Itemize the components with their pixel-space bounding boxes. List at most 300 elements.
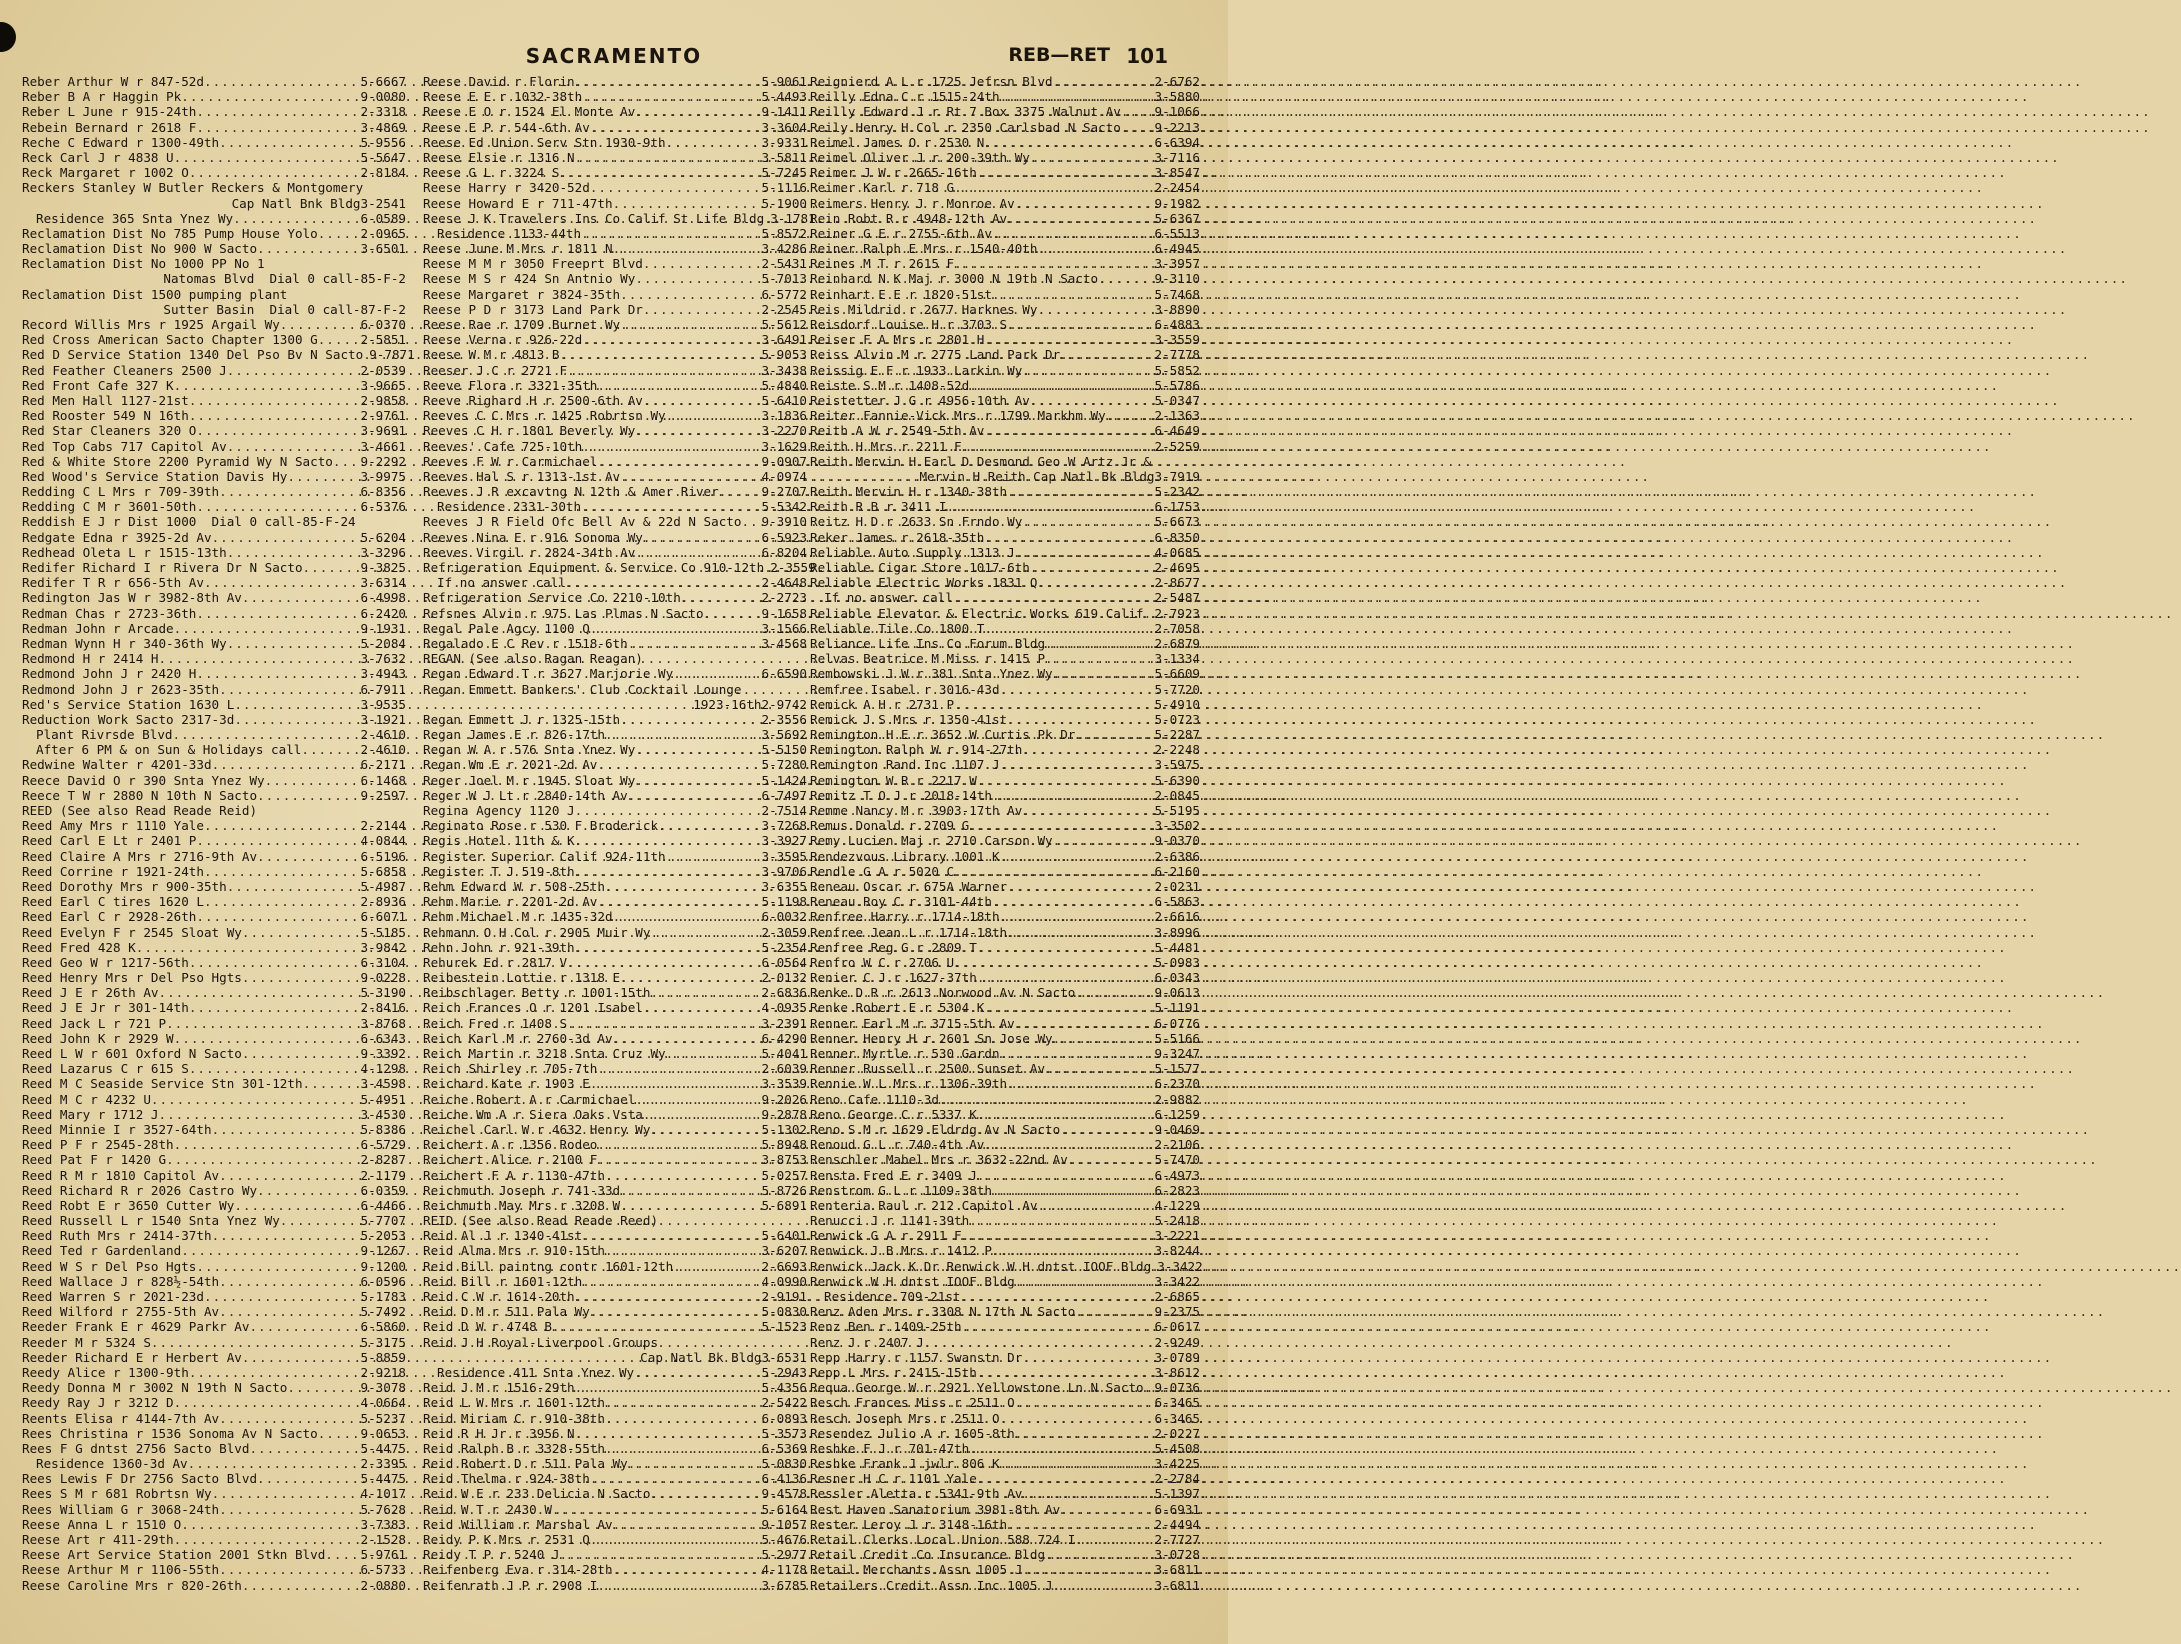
phone-number: 3-5811 <box>761 149 807 165</box>
listing-name: Rehmann O H Col r 2905 Muir Wy <box>423 924 651 940</box>
listing-entry <box>423 1061 807 1076</box>
leader-dots <box>1007 1517 1154 1532</box>
listing-name: Red Men Hall 1127-21st <box>22 392 189 408</box>
listing-name: Reich Fred r 1408 S <box>423 1015 568 1031</box>
listing-name: Reid J M r 1516-29th <box>423 1380 575 1396</box>
phone-number: 5-9556 <box>360 134 406 150</box>
listing-entry <box>810 1137 1200 1152</box>
phone-number: 3-6491 <box>761 332 807 348</box>
listing-name: Reiter Fannie-Vick Mrs r 1799 Markhm Wy <box>810 408 1106 424</box>
listing-name: Reid C W r 1614-20th <box>423 1289 575 1304</box>
listing-entry <box>423 347 807 362</box>
phone-number: 5-7720 <box>1154 681 1200 697</box>
listing-name: Redman Wynn H r 340-36th Wy <box>22 635 227 651</box>
listing-entry <box>423 1031 807 1046</box>
leader-dots <box>969 1441 1154 1456</box>
listing-name: Reese Art r 411-29th <box>22 1532 174 1547</box>
leader-dots <box>1030 560 1155 575</box>
listing-name: Reid Alma Mrs r 910-15th <box>423 1243 605 1259</box>
listing-name: Reese Verna r 926-22d <box>423 332 583 348</box>
leader-dots <box>954 864 1154 879</box>
leader-dots <box>1007 211 1154 226</box>
listing-entry <box>810 666 1200 681</box>
leader-dots <box>575 803 762 818</box>
column-1 <box>22 74 415 1593</box>
phone-number: 5-7245 <box>761 165 807 181</box>
listing-name: REED (See also Read Reade Reid) <box>22 803 258 818</box>
listing-name: Rein Robt R r 4948-12th Av <box>810 210 1008 226</box>
phone-number: 9-1982 <box>1154 195 1200 211</box>
listing-name: Remick A H r 2731 P <box>810 696 955 712</box>
listing-entry <box>810 89 1200 104</box>
phone-number: 5-4676 <box>761 1532 807 1547</box>
leader-dots <box>227 545 361 560</box>
listing-name: Reese M S r 424 Sn Antnio Wy <box>423 271 636 287</box>
listing-name: Reed Warren S r 2021-23d <box>22 1289 204 1304</box>
listing-name: Reliable Electric Works 1831 Q <box>810 575 1038 591</box>
phone-number: 6-5860 <box>360 1319 406 1335</box>
leader-dots <box>204 74 361 89</box>
phone-number: 6-0343 <box>1154 970 1200 986</box>
leader-dots <box>1068 1152 1155 1167</box>
listing-name: Renz J r 2407 J <box>810 1334 924 1350</box>
listing-name: Reichard Kate r 1903 E <box>423 1076 590 1092</box>
leader-dots <box>301 742 360 757</box>
phone-number: 5-1397 <box>1154 1486 1200 1502</box>
leader-dots <box>613 1031 762 1046</box>
phone-number: 5-1523 <box>761 1319 807 1335</box>
listing-entry <box>423 621 807 636</box>
phone-number: 3-8612 <box>1154 1364 1200 1380</box>
listing-name: Reese P D r 3173 Land Park Dr <box>423 301 643 317</box>
listing-name: Reed Pat F r 1420 G <box>22 1152 167 1168</box>
listing-name: Requa George W r 2921 Yellowstone Ln N Sacto <box>810 1380 1144 1396</box>
leader-dots <box>605 879 762 894</box>
listing-entry <box>810 697 1200 712</box>
listing-entry <box>810 1152 1200 1167</box>
phone-number: 3-3502 <box>1154 818 1200 834</box>
listing-name: Reed Lazarus C r 615 S <box>22 1061 189 1077</box>
listing-entry <box>22 241 406 256</box>
listing-entry <box>423 1486 807 1501</box>
listing-name: Rehm Edward W r 508-25th <box>423 878 605 894</box>
listing-name: Reimer Karl r 718 G <box>810 180 955 196</box>
phone-number: 5-1577 <box>1154 1061 1200 1077</box>
listing-name: Reliance Life Ins Co Forum Bldg <box>810 635 1046 651</box>
listing-entry <box>22 545 406 560</box>
leader-dots <box>977 970 1155 985</box>
leader-dots <box>575 1426 762 1441</box>
listing-entry <box>810 970 1200 985</box>
listing-name: Cap Natl Bk Bldg <box>640 1349 762 1365</box>
listing-entry <box>423 439 807 454</box>
listing-entry <box>810 1486 1200 1501</box>
leader-dots <box>287 469 360 484</box>
listing-entry <box>22 363 406 378</box>
listing-name: Refrigeration Service Co 2210-10th <box>423 590 681 606</box>
listing-name: Reeder M r 5324 S <box>22 1334 151 1350</box>
listing-entry <box>423 271 807 286</box>
listing-name: Renner Earl M r 3715-5th Av <box>810 1015 1015 1031</box>
leader-dots <box>196 666 360 681</box>
phone-number: 5-2354 <box>761 939 807 955</box>
listing-entry <box>22 606 406 621</box>
phone-number: 3-3422 <box>1157 1258 1203 1274</box>
leader-dots <box>946 499 1154 514</box>
listing-name: Redding C L Mrs r 709-39th <box>22 484 220 500</box>
phone-number: 5-4481 <box>1154 939 1200 955</box>
listing-entry <box>22 833 406 848</box>
phone-number: 6-4290 <box>761 1030 807 1046</box>
leader-dots <box>984 1000 1154 1015</box>
listing-entry <box>810 940 1200 955</box>
leader-dots <box>196 104 360 119</box>
listing-entry <box>423 104 807 119</box>
listing-entry <box>810 363 1200 378</box>
leader-dots <box>984 1137 1154 1152</box>
listing-name: Residence 1360-3d Av <box>36 1456 188 1472</box>
listing-name: Redgate Edna r 3925-2d Av <box>22 529 212 545</box>
leader-dots <box>196 499 360 514</box>
leader-dots <box>233 211 360 226</box>
listing-name: Reese June M Mrs r 1811 N <box>423 241 613 257</box>
phone-number: 4-0844 <box>360 833 406 849</box>
listing-name: Reed Dorothy Mrs r 900-35th <box>22 878 227 894</box>
listing-entry <box>423 514 807 529</box>
phone-number: 5-5195 <box>1154 803 1200 818</box>
listing-name: Renke Robert E r 5304 K <box>810 1000 985 1016</box>
phone-number: 5-1116 <box>761 180 807 196</box>
listing-name: Retail Credit Co Insurance Bldg <box>810 1547 1046 1563</box>
listing-name: Renwick J B Mrs r 1412 P <box>810 1243 992 1259</box>
leader-dots <box>704 606 762 621</box>
listing-name: Redmond John J r 2420 H <box>22 666 197 682</box>
leader-dots <box>1151 454 1200 469</box>
listing-name: Reese M M r 3050 Freeprt Blvd <box>423 256 643 272</box>
leader-dots <box>590 120 762 135</box>
listing-entry <box>810 1213 1200 1228</box>
listing-entry <box>423 1046 807 1061</box>
phone-number: 3-7632 <box>360 651 406 667</box>
leader-dots <box>227 363 361 378</box>
leader-dots <box>620 1198 761 1213</box>
phone-number: 6-4998 <box>360 590 406 606</box>
leader-dots <box>582 89 761 104</box>
leader-dots <box>567 955 761 970</box>
leader-dots <box>1015 545 1155 560</box>
listing-name: Reith Mervin H Earl D Desmond Geo W Artz Jr & <box>810 453 1152 469</box>
listing-entry <box>423 408 807 423</box>
phone-number: 5-1900 <box>761 195 807 211</box>
leader-dots <box>1075 985 1154 1000</box>
phone-number: 5-7492 <box>360 1304 406 1320</box>
leader-dots <box>257 241 360 256</box>
listing-name: Reeves Nina E r 916 Sonoma Wy <box>423 529 643 545</box>
leader-dots <box>242 1350 361 1365</box>
listing-name: Remy Lucien Maj r 2710 Carson Wy <box>810 833 1053 849</box>
listing-name: Reid Bill paintng contr 1601-12th <box>423 1258 674 1274</box>
listing-entry <box>22 1304 406 1319</box>
listing-entry <box>22 1562 406 1577</box>
phone-number: 3-6785 <box>761 1577 807 1593</box>
phone-number: 5-6367 <box>1154 210 1200 226</box>
phone-number: 3-8753 <box>761 1152 807 1168</box>
phone-number: 5-5166 <box>1154 1030 1200 1046</box>
leader-dots <box>581 226 761 241</box>
listing-name: Redington Jas W r 3982-8th Av <box>22 590 242 606</box>
phone-number: 3-1629 <box>761 438 807 454</box>
leader-dots <box>174 1395 361 1410</box>
leader-dots <box>204 818 361 833</box>
leader-dots <box>204 864 361 879</box>
listing-entry <box>810 1228 1200 1243</box>
listing-entry <box>22 135 406 150</box>
listing-name: Red Feather Cleaners 2500 J <box>22 362 227 378</box>
phone-number: 3-3296 <box>360 544 406 560</box>
phone-number: 3-1921 <box>360 711 406 727</box>
listing-entry <box>22 89 406 104</box>
leader-dots <box>658 1335 807 1350</box>
listing-name: Renfree Harry r 1714-18th <box>810 909 1000 925</box>
listing-entry <box>810 1441 1200 1456</box>
listing-entry <box>423 1441 807 1456</box>
leader-dots <box>575 940 762 955</box>
leader-dots <box>196 606 360 621</box>
leader-dots <box>1030 150 1155 165</box>
phone-number: 3-3539 <box>761 1076 807 1092</box>
phone-number: 2-4610 <box>360 727 406 743</box>
phone-number: 5-5647 <box>360 149 406 165</box>
leader-dots <box>325 1547 360 1562</box>
listing-entry <box>423 636 807 651</box>
listing-name: Reddish E J r Dist 1000 Dial 0 call-85-F-24 <box>22 514 356 530</box>
phone-number: 6-0776 <box>1154 1015 1200 1031</box>
leader-dots <box>219 1502 360 1517</box>
phone-number: 5-7470 <box>1154 1152 1200 1168</box>
listing-name: Reshke Frank J jwlr 806 K <box>810 1456 1000 1472</box>
listing-entry <box>423 1335 807 1350</box>
listing-entry <box>423 332 807 347</box>
listing-entry <box>423 1000 807 1015</box>
phone-number: 2-1363 <box>1154 408 1200 424</box>
leader-dots <box>597 1061 761 1076</box>
phone-number: 5-1783 <box>360 1289 406 1304</box>
leader-dots <box>590 621 762 636</box>
phone-number: 2-0132 <box>761 970 807 986</box>
leader-dots <box>673 1259 761 1274</box>
listing-name: Reese Caroline Mrs r 820-26th <box>22 1577 242 1593</box>
phone-number: 5-6667 <box>360 74 406 89</box>
phone-number: 5-8572 <box>761 225 807 241</box>
listing-entry <box>810 1411 1200 1426</box>
listing-name: Reidy T P r 5240 J <box>423 1547 560 1563</box>
leader-dots <box>962 1319 1155 1334</box>
leader-dots <box>1075 1532 1154 1547</box>
phone-number: 6-2420 <box>360 605 406 621</box>
leader-dots <box>969 818 1154 833</box>
leader-dots <box>566 575 762 590</box>
listing-name: Reibschlager Betty r 1001-15th <box>423 985 651 1001</box>
listing-entry <box>423 1380 807 1395</box>
leader-dots <box>559 165 761 180</box>
phone-number: 6-4945 <box>1154 241 1200 257</box>
phone-number: 6-0564 <box>761 954 807 970</box>
listing-entry <box>423 1532 807 1547</box>
leader-dots <box>234 697 360 712</box>
leader-dots <box>719 484 762 499</box>
listing-entry <box>810 454 1200 469</box>
leader-dots <box>590 1304 762 1319</box>
listing-entry <box>423 1183 807 1198</box>
listing-entry <box>22 1502 406 1517</box>
listing-name: Redding C M r 3601-50th <box>22 499 197 515</box>
listing-name: Renteria Raul r 212 Capitol Av <box>810 1197 1038 1213</box>
phone-number: 5-2418 <box>1154 1213 1200 1229</box>
phone-number: 5-4041 <box>761 1046 807 1061</box>
listing-name: Reiner G E r 2755-6th Av <box>810 225 992 241</box>
listing-entry <box>810 1076 1200 1091</box>
listing-entry <box>810 1016 1200 1031</box>
phone-number: 5-2287 <box>1154 727 1200 743</box>
leader-dots <box>1015 196 1155 211</box>
listing-name: Reed Evelyn F r 2545 Sloat Wy <box>22 924 242 940</box>
listing-entry <box>423 575 807 590</box>
listing-entry <box>423 1304 807 1319</box>
listing-name: Reliable Auto Supply 1313 J <box>810 544 1015 560</box>
phone-number: 5-5150 <box>761 742 807 758</box>
listing-name: Redman Chas r 2723-36th <box>22 605 197 621</box>
phone-number: 5-4987 <box>360 878 406 894</box>
phone-number: 3-1566 <box>761 620 807 636</box>
listing-entry <box>810 1107 1200 1122</box>
leader-dots <box>658 1213 807 1228</box>
listing-name: Resendez Julio A r 1605-8th <box>810 1425 1015 1441</box>
phone-number: 4-0990 <box>761 1273 807 1289</box>
listing-name: Repp Harry r 1157 Swanstn Dr <box>810 1349 1023 1365</box>
listing-entry <box>22 1137 406 1152</box>
leader-dots <box>219 682 360 697</box>
leader-dots <box>1022 742 1154 757</box>
phone-number: 9-3110 <box>1154 271 1200 287</box>
phone-number: 5-4508 <box>1154 1440 1200 1456</box>
leader-dots <box>673 666 761 681</box>
phone-number: 4-1229 <box>1154 1197 1200 1213</box>
phone-number: 5-4493 <box>761 89 807 105</box>
listing-name: After 6 PM & on Sun & Holidays call <box>36 742 302 758</box>
listing-name: Remington W R r 2217 W <box>810 772 977 788</box>
leader-dots <box>643 256 762 271</box>
listing-name: Reich Martin r 3218 Snta Cruz Wy <box>423 1046 666 1061</box>
leader-dots <box>1075 1304 1154 1319</box>
listing-entry <box>810 606 1200 621</box>
listing-name: Reid W E r 233 Delicia N Sacto <box>423 1486 651 1502</box>
leader-dots <box>643 1000 762 1015</box>
phone-number: 6-0596 <box>360 1273 406 1289</box>
phone-number: 5-6401 <box>761 1228 807 1244</box>
listing-entry <box>423 742 807 757</box>
listing-name: Reents Elisa r 4144-7th Av <box>22 1410 220 1426</box>
listing-name: Renfree Jean L r 1714-18th <box>810 924 1008 940</box>
leader-dots <box>1144 606 1155 621</box>
listing-entry <box>810 1562 1200 1577</box>
leader-dots <box>582 1274 761 1289</box>
phone-number: 9-0080 <box>360 89 406 105</box>
listing-name: Reisdorf Louise H r 3703 S <box>810 317 1008 332</box>
phone-number: 2-6879 <box>1154 635 1200 651</box>
listing-name: Renier C J r 1627-37th <box>810 970 977 986</box>
leader-dots <box>249 1441 360 1456</box>
phone-number: 3-4661 <box>360 438 406 454</box>
leader-dots <box>575 1289 762 1304</box>
listing-name: Red Wood's Service Station Davis Hy <box>22 468 288 484</box>
listing-entry <box>810 1092 1200 1107</box>
listing-name: Redifer Richard I r Rivera Dr N Sacto <box>22 560 303 575</box>
phone-number: 6-5923 <box>761 529 807 545</box>
listing-name: Reck Carl J r 4838 U <box>22 149 174 165</box>
listing-name: Reichert Alice r 2100 F <box>423 1152 598 1168</box>
listing-entry <box>22 454 406 469</box>
listing-entry <box>810 849 1200 864</box>
leader-dots <box>219 1274 360 1289</box>
listing-entry <box>22 1380 406 1395</box>
listing-entry <box>22 1395 406 1410</box>
listing-name: Renz Aden Mrs r 3308 N 17th N Sacto <box>810 1304 1076 1320</box>
phone-number: 3-3604 <box>761 119 807 135</box>
leader-dots <box>1000 909 1155 924</box>
listing-name: Reed M C r 4232 U <box>22 1091 151 1107</box>
listing-name: Reed Wilford r 2755-5th Av <box>22 1304 220 1320</box>
phone-number: 2-7778 <box>1154 347 1200 363</box>
listing-name: Sutter Basin Dial 0 call-87-F-2 <box>163 301 406 317</box>
listing-entry <box>22 408 406 423</box>
leader-dots <box>333 454 361 469</box>
phone-number: 3-2221 <box>1154 1228 1200 1244</box>
phone-number: 2-4610 <box>360 742 406 758</box>
leader-dots <box>613 1562 762 1577</box>
listing-name: Reeves C H r 1801 Beverly Wy <box>423 423 636 439</box>
listing-name: Renz Ben r 1409-25th <box>810 1319 962 1335</box>
listing-entry <box>810 256 1200 271</box>
phone-number: 3-3559 <box>1154 332 1200 348</box>
listing-entry <box>423 818 807 833</box>
leader-dots <box>280 1213 361 1228</box>
listing-name: Reidy P K Mrs r 2531 Q <box>423 1532 590 1547</box>
phone-number: 5-4951 <box>360 1091 406 1107</box>
listing-name: Ressler Aletta r 5341-9th Av <box>810 1486 1023 1502</box>
listing-name: Reissig E F r 1933 Larkin Wy <box>810 362 1023 378</box>
listing-entry <box>22 211 406 226</box>
leader-dots <box>1045 636 1154 651</box>
listing-name: Regis Hotel 11th & K <box>423 833 575 849</box>
listing-entry <box>810 499 1200 514</box>
city-title: SACRAMENTO <box>525 44 703 68</box>
listing-name: Resch Joseph Mrs r 2511 O <box>810 1410 1000 1426</box>
listing-entry <box>423 545 807 560</box>
leader-dots <box>242 1578 361 1593</box>
phone-number: 3-6314 <box>360 575 406 591</box>
phone-number: 2-6836 <box>761 985 807 1001</box>
phone-number: 5-2084 <box>360 635 406 651</box>
listing-name: Regan Wm E r 2021-2d Av <box>423 757 598 773</box>
listing-name: Natomas Blvd Dial 0 call-85-F-2 <box>163 271 406 287</box>
phone-number: 3-7919 <box>1154 468 1200 484</box>
leader-dots <box>984 135 1154 150</box>
leader-dots <box>189 165 361 180</box>
listing-name: Reger W J Lt r 2840-14th Av <box>423 787 628 803</box>
listing-entry <box>810 575 1200 590</box>
listing-name: Redmond John J r 2623-35th <box>22 681 220 697</box>
listing-entry <box>22 1411 406 1426</box>
